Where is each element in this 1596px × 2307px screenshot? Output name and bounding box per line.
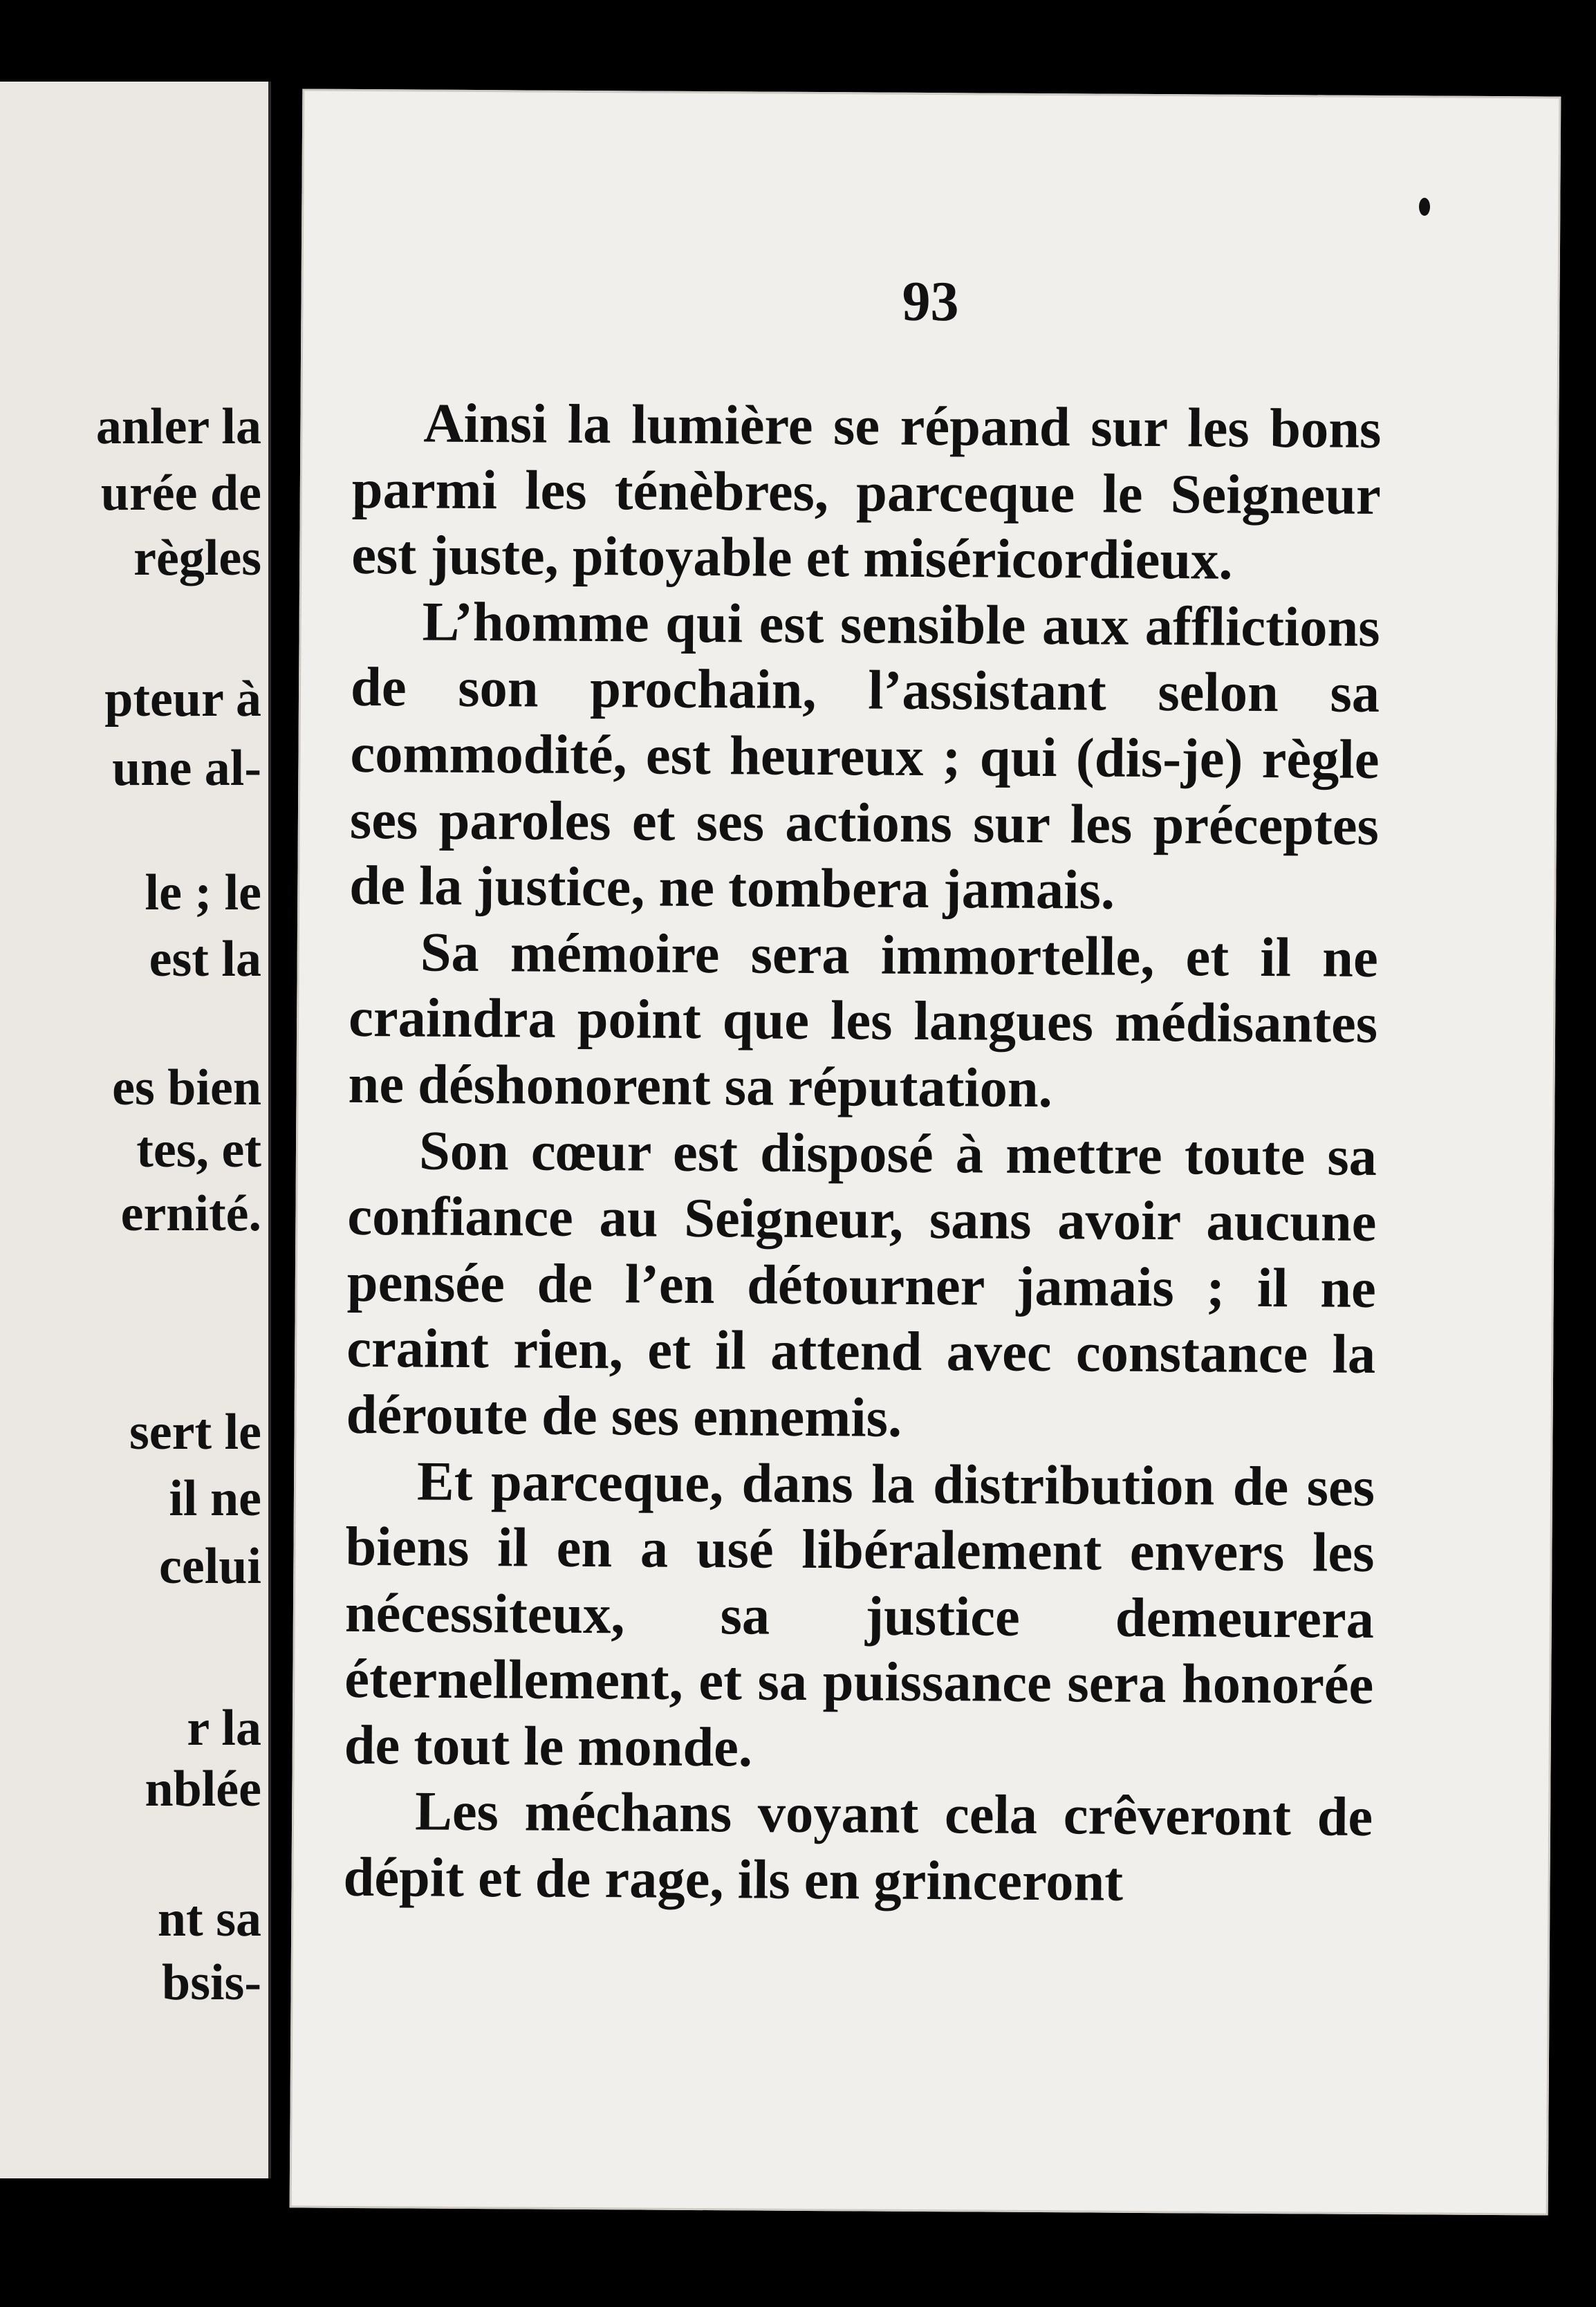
left-page-line: ernité. [120,1185,261,1242]
paragraph: Ainsi la lumière se répand sur les bons parmi les ténèbres, parceque le Seigneur est juste, pitoyable et miséricordieux. [351,392,1382,591]
left-page-line: celui [159,1538,261,1595]
left-page-line: r la [187,1700,261,1757]
page-number: 93 [902,269,959,333]
paragraph: L’homme qui est sensible aux afflictions de son prochain, l’assistant selon sa commodité, est heureux ; qui (dis-je) règle ses paroles et ses actions sur les préceptes de la justice, ne tombera jamais. [349,591,1380,921]
left-page-line: le ; le [145,864,261,921]
left-page-line: anler la [95,398,261,455]
left-page-line: urée de [100,465,261,521]
left-page-line: est la [149,931,261,988]
left-page-line: il ne [169,1470,261,1527]
ink-spot [1419,198,1430,216]
paragraph: Sa mémoire sera immortelle, et il ne craindra point que les langues médisantes ne déshonorent sa réputation. [348,921,1378,1120]
left-page-line: une al- [112,740,261,797]
left-page-line: es bien [112,1059,261,1116]
left-page-line: nt sa [157,1891,261,1947]
left-page [0,82,271,2178]
left-page-line: sert le [129,1404,261,1461]
left-page-line: règles [133,530,261,586]
paragraph: Les méchans voyant cela crêveront de dépit et de rage, ils en grinceront [343,1780,1373,1913]
right-page [290,89,1561,2215]
body-text [343,390,1381,1917]
left-page-line: bsis- [162,1954,261,2011]
paragraph: Son cœur est disposé à mettre toute sa confiance au Seigneur, sans avoir aucune pensée de l’en détourner jamais ; il ne craint rien, et il attend avec constance la déroute de ses ennemis. [346,1120,1377,1449]
left-page-line: nblée [145,1761,261,1817]
paragraph: Et parceque, dans la distribution de ses biens il en a usé libéralement envers les nécessiteux, sa justice demeurera éternellement, et sa puissance sera honorée de tout le monde. [344,1450,1375,1779]
left-page-line: pteur à [104,671,261,728]
left-page-line: tes, et [136,1122,261,1178]
